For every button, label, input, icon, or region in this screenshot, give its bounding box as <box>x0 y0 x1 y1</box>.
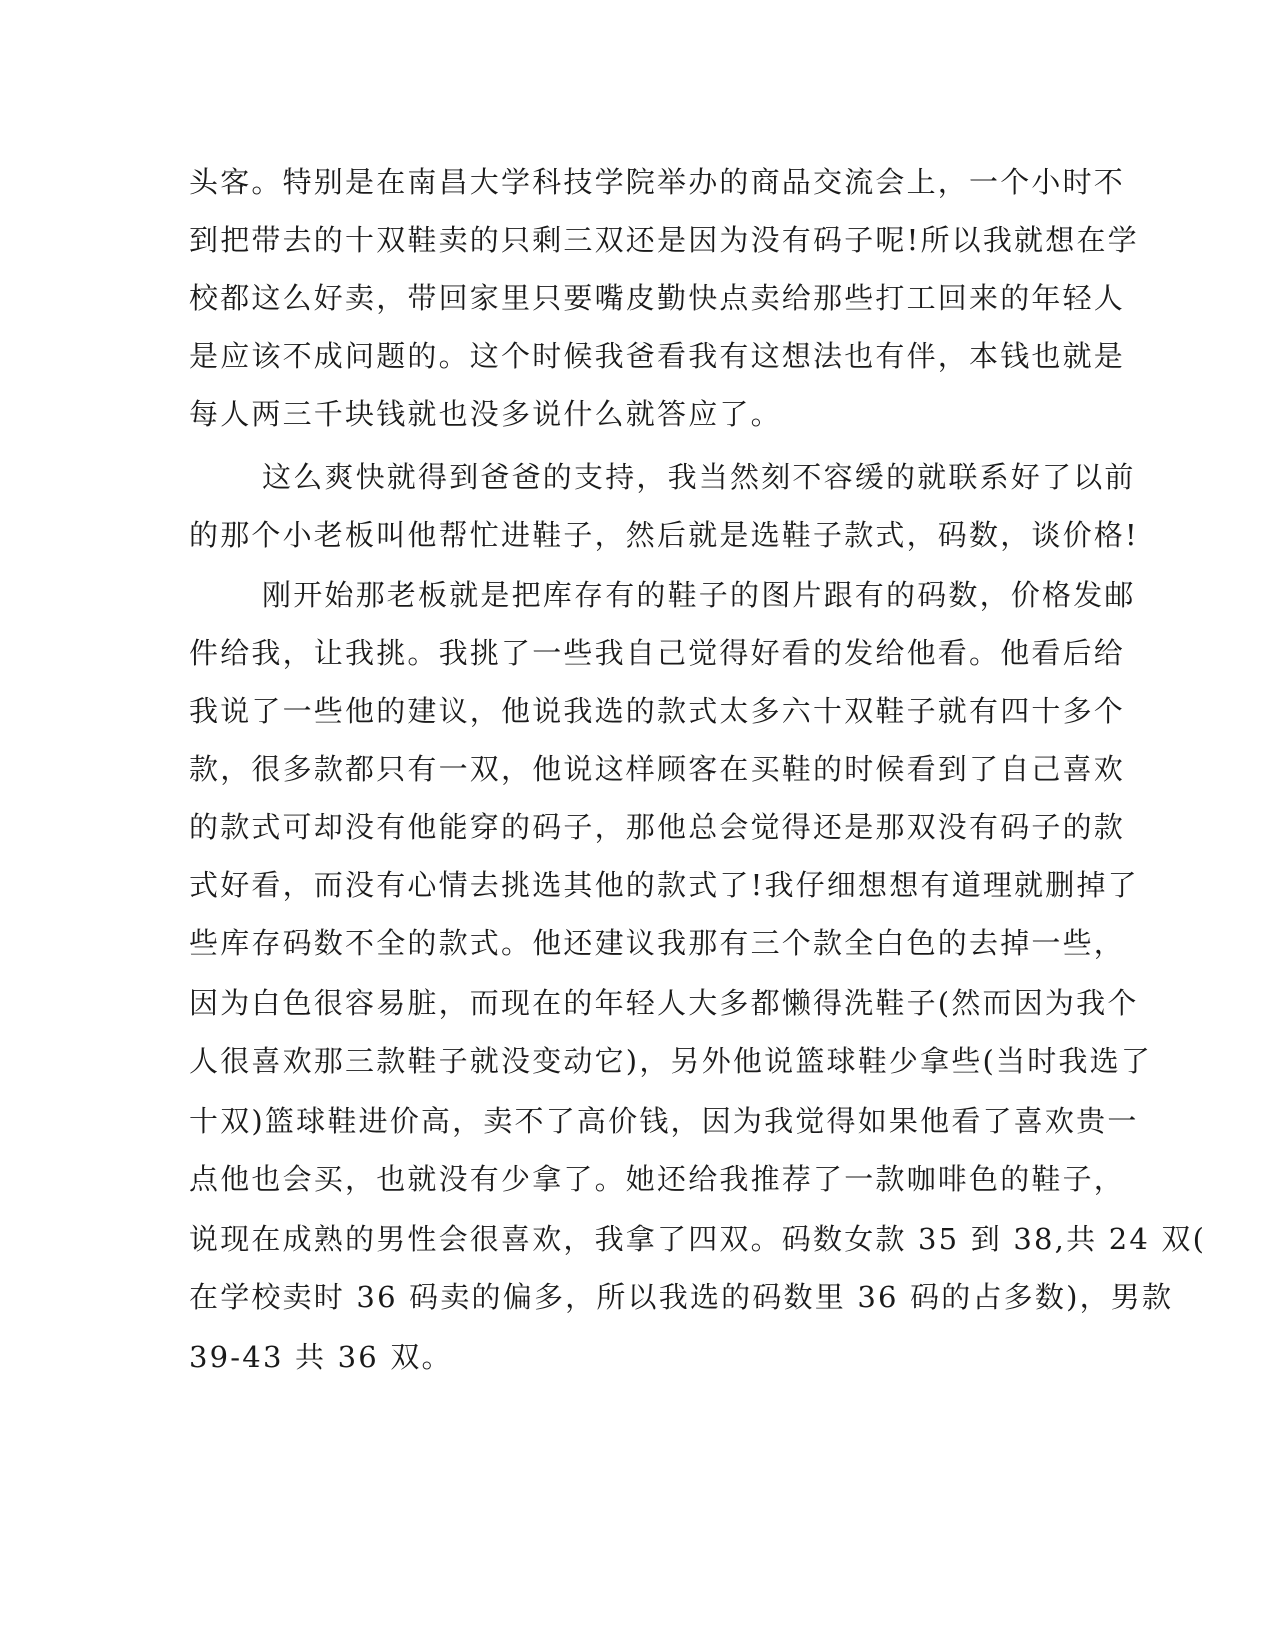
text-line: 的款式可却没有他能穿的码子，那他总会觉得还是那双没有码子的款 <box>189 810 1126 844</box>
text-line: 点他也会买，也就没有少拿了。她还给我推荐了一款咖啡色的鞋子， <box>189 1162 1126 1196</box>
text-line: 十双)篮球鞋进价高，卖不了高价钱，因为我觉得如果他看了喜欢贵一 <box>189 1104 1139 1138</box>
text-line: 人很喜欢那三款鞋子就没变动它)，另外他说篮球鞋少拿些(当时我选了 <box>189 1044 1153 1078</box>
text-line: 我说了一些他的建议，他说我选的款式太多六十双鞋子就有四十多个 <box>189 694 1126 728</box>
paragraph-first-line: 这么爽快就得到爸爸的支持，我当然刻不容缓的就联系好了以前 <box>262 460 1136 494</box>
text-line: 说现在成熟的男性会很喜欢，我拿了四双。码数女款 35 到 38,共 24 双( <box>189 1222 1207 1256</box>
text-line: 的那个小老板叫他帮忙进鞋子，然后就是选鞋子款式，码数，谈价格! <box>189 518 1139 552</box>
text-line: 在学校卖时 36 码卖的偏多，所以我选的码数里 36 码的占多数)，男款 <box>189 1280 1174 1314</box>
text-line: 每人两三千块钱就也没多说什么就答应了。 <box>189 397 782 431</box>
paragraph-first-line: 刚开始那老板就是把库存有的鞋子的图片跟有的码数，价格发邮 <box>262 578 1136 612</box>
text-line: 款，很多款都只有一双，他说这样顾客在买鞋的时候看到了自己喜欢 <box>189 752 1126 786</box>
text-line: 校都这么好卖，带回家里只要嘴皮勤快点卖给那些打工回来的年轻人 <box>189 281 1126 315</box>
text-line: 些库存码数不全的款式。他还建议我那有三个款全白色的去掉一些， <box>189 926 1126 960</box>
text-line: 因为白色很容易脏，而现在的年轻人大多都懒得洗鞋子(然而因为我个 <box>189 986 1139 1020</box>
text-line: 到把带去的十双鞋卖的只剩三双还是因为没有码子呢!所以我就想在学 <box>189 223 1139 257</box>
text-line: 是应该不成问题的。这个时候我爸看我有这想法也有伴，本钱也就是 <box>189 339 1126 373</box>
text-line: 头客。特别是在南昌大学科技学院举办的商品交流会上，一个小时不 <box>189 165 1126 199</box>
text-line: 39-43 共 36 双。 <box>189 1340 453 1374</box>
text-line: 式好看，而没有心情去挑选其他的款式了!我仔细想想有道理就删掉了 <box>189 868 1139 902</box>
text-line: 件给我，让我挑。我挑了一些我自己觉得好看的发给他看。他看后给 <box>189 636 1126 670</box>
